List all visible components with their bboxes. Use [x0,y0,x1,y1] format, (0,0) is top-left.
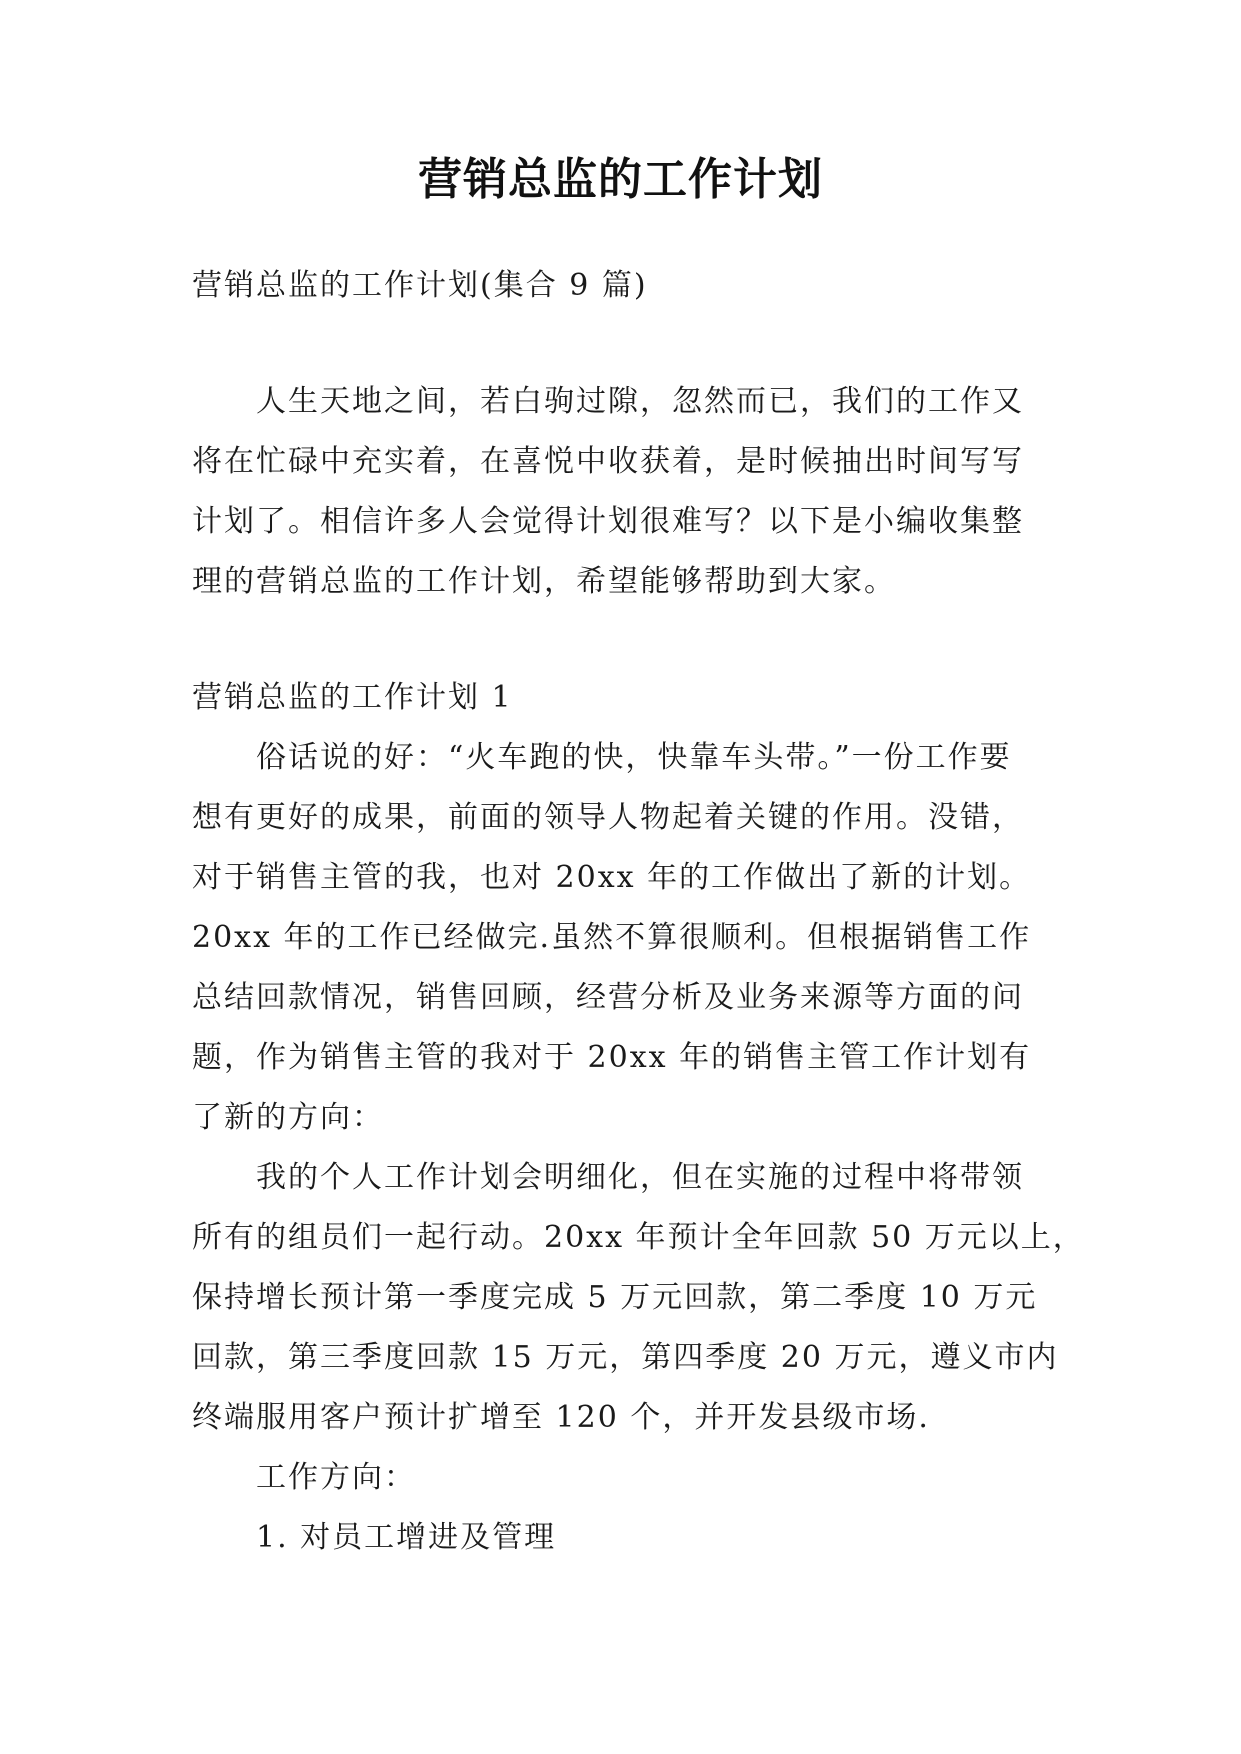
list-item: 1. 对员工增进及管理 [256,1520,557,1555]
text-line: 计划了。相信许多人会觉得计划很难写？以下是小编收集整 [192,504,1024,539]
text-line: 对于销售主管的我，也对 20xx 年的工作做出了新的计划。 [192,860,1032,895]
text-line: 了新的方向： [192,1100,384,1135]
text-line: 想有更好的成果，前面的领导人物起着关键的作用。没错， [192,800,1024,835]
text-line: 俗话说的好：“火车跑的快，快靠车头带。”一份工作要 [256,740,1012,775]
text-line: 回款，第三季度回款 15 万元，第四季度 20 万元，遵义市内 [192,1340,1059,1375]
text-line: 终端服用客户预计扩增至 120 个，并开发县级市场. [192,1400,930,1435]
text-line: 总结回款情况，销售回顾，经营分析及业务来源等方面的问 [192,980,1024,1015]
intro-paragraph [192,372,1060,612]
text-line: 将在忙碌中充实着，在喜悦中收获着，是时候抽出时间写写 [192,444,1024,479]
document-body [192,256,1085,1568]
section-heading: 营销总监的工作计划 1 [192,680,513,715]
text-line: 人生天地之间，若白驹过隙，忽然而已，我们的工作又 [256,384,1024,419]
text-line: 保持增长预计第一季度完成 5 万元回款，第二季度 10 万元 [192,1280,1038,1315]
section-paragraph [192,1148,1085,1448]
document-title: 营销总监的工作计划 [418,154,823,205]
text-line: 理的营销总监的工作计划，希望能够帮助到大家。 [192,564,896,599]
text-line: 我的个人工作计划会明细化，但在实施的过程中将带领 [256,1160,1024,1195]
text-line: 所有的组员们一起行动。20xx 年预计全年回款 50 万元以上， [192,1220,1085,1255]
direction-label: 工作方向： [256,1460,416,1495]
document-subtitle: 营销总监的工作计划(集合 9 篇) [192,268,648,303]
text-line: 题，作为销售主管的我对于 20xx 年的销售主管工作计划有 [192,1040,1032,1075]
section-paragraph [192,728,1060,1148]
text-line: 20xx 年的工作已经做完.虽然不算很顺利。但根据销售工作 [192,920,1032,955]
